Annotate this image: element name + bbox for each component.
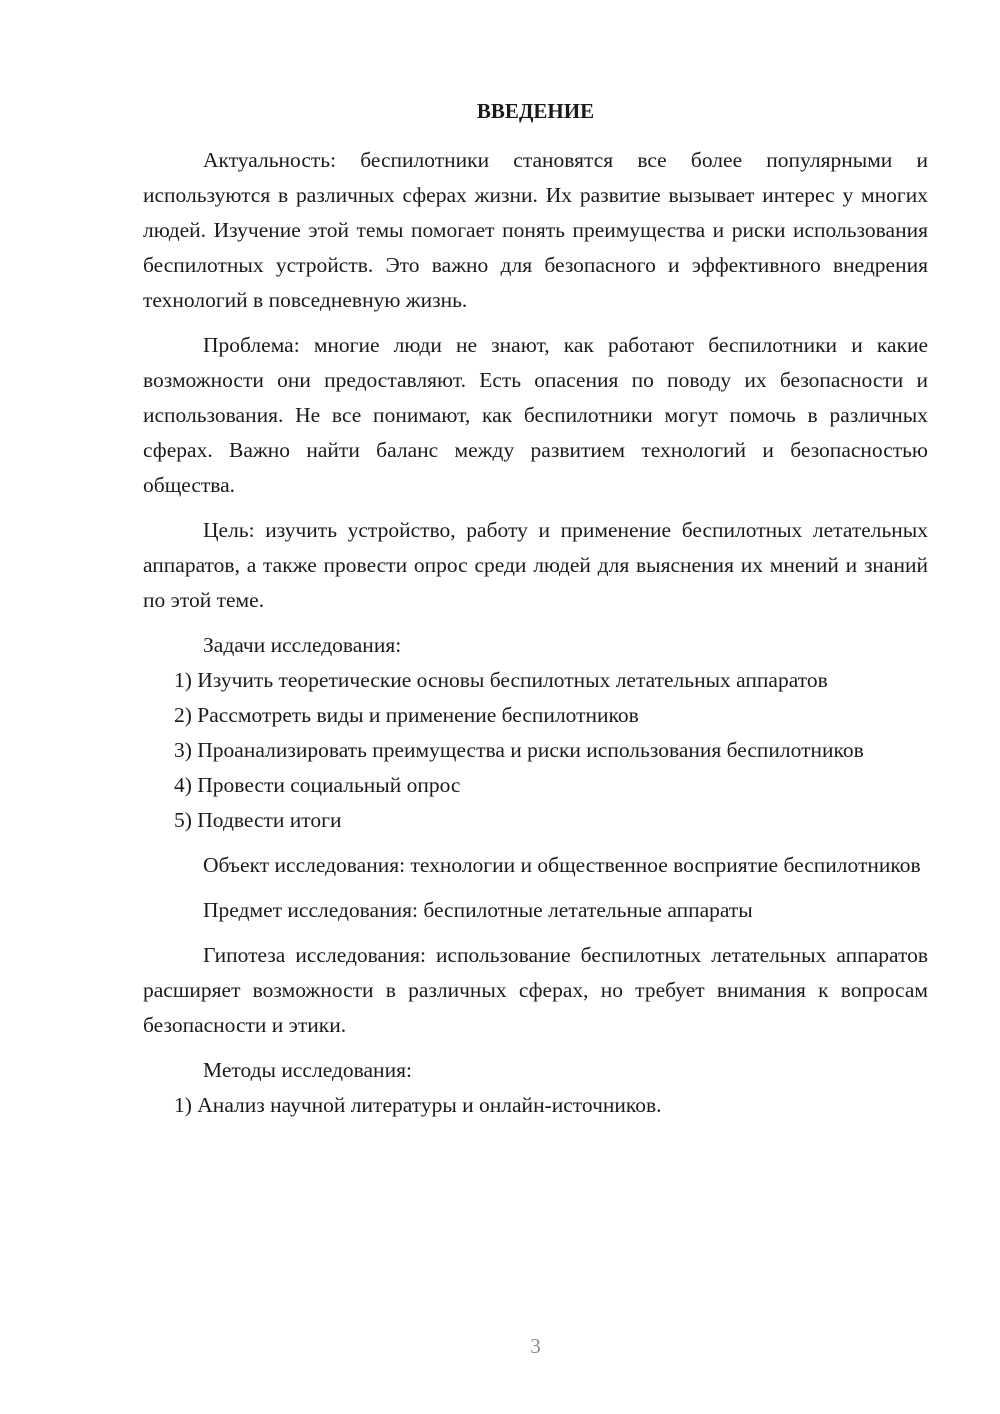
- paragraph-subject: Предмет исследования: беспилотные летательные аппараты: [203, 898, 753, 922]
- task-item-5: 5) Подвести итоги: [174, 808, 342, 832]
- paragraph-hypothesis: Гипотеза исследования: использование беспилотных летательных аппаратов расширяет возможности в различных сферах, но требует внимания к вопросам безопасности и этики.: [143, 943, 928, 1037]
- methods-list: [143, 1088, 928, 1123]
- method-item-1: 1) Анализ научной литературы и онлайн-источников.: [174, 1093, 662, 1117]
- task-item-1: 1) Изучить теоретические основы беспилотных летательных аппаратов: [174, 668, 828, 692]
- paragraph-problem: Проблема: многие люди не знают, как работают беспилотники и какие возможности они предоставляют. Есть опасения по поводу их безопасности и использования. Не все понимают, как беспилотники могут помочь в различных сферах. Важно найти баланс между развитием технологий и безопасностью общества.: [143, 333, 928, 497]
- page-number: 3: [530, 1334, 541, 1358]
- section-heading: ВВЕДЕНИЕ: [476, 99, 595, 123]
- paragraph-relevance: Актуальность: беспилотники становятся все более популярными и используются в различных сферах жизни. Их развитие вызывает интерес у многих людей. Изучение этой темы помогает понять преимущества и риски использования беспилотных устройств. Это важно для безопасного и эффективного внедрения технологий в повседневную жизнь.: [143, 148, 928, 312]
- task-item-2: 2) Рассмотреть виды и применение беспилотников: [174, 703, 639, 727]
- task-item-3: 3) Проанализировать преимущества и риски использования беспилотников: [174, 738, 864, 762]
- paragraph-goal: Цель: изучить устройство, работу и применение беспилотных летательных аппаратов, а также провести опрос среди людей для выяснения их мнений и знаний по этой теме.: [143, 518, 928, 612]
- document-page: [143, 0, 928, 1414]
- methods-title: Методы исследования:: [203, 1058, 412, 1082]
- task-item-4: 4) Провести социальный опрос: [174, 773, 461, 797]
- tasks-title: Задачи исследования:: [203, 633, 402, 657]
- paragraph-object: Объект исследования: технологии и общественное восприятие беспилотников: [203, 853, 921, 877]
- tasks-list: [143, 663, 928, 838]
- document-body: [143, 143, 928, 1123]
